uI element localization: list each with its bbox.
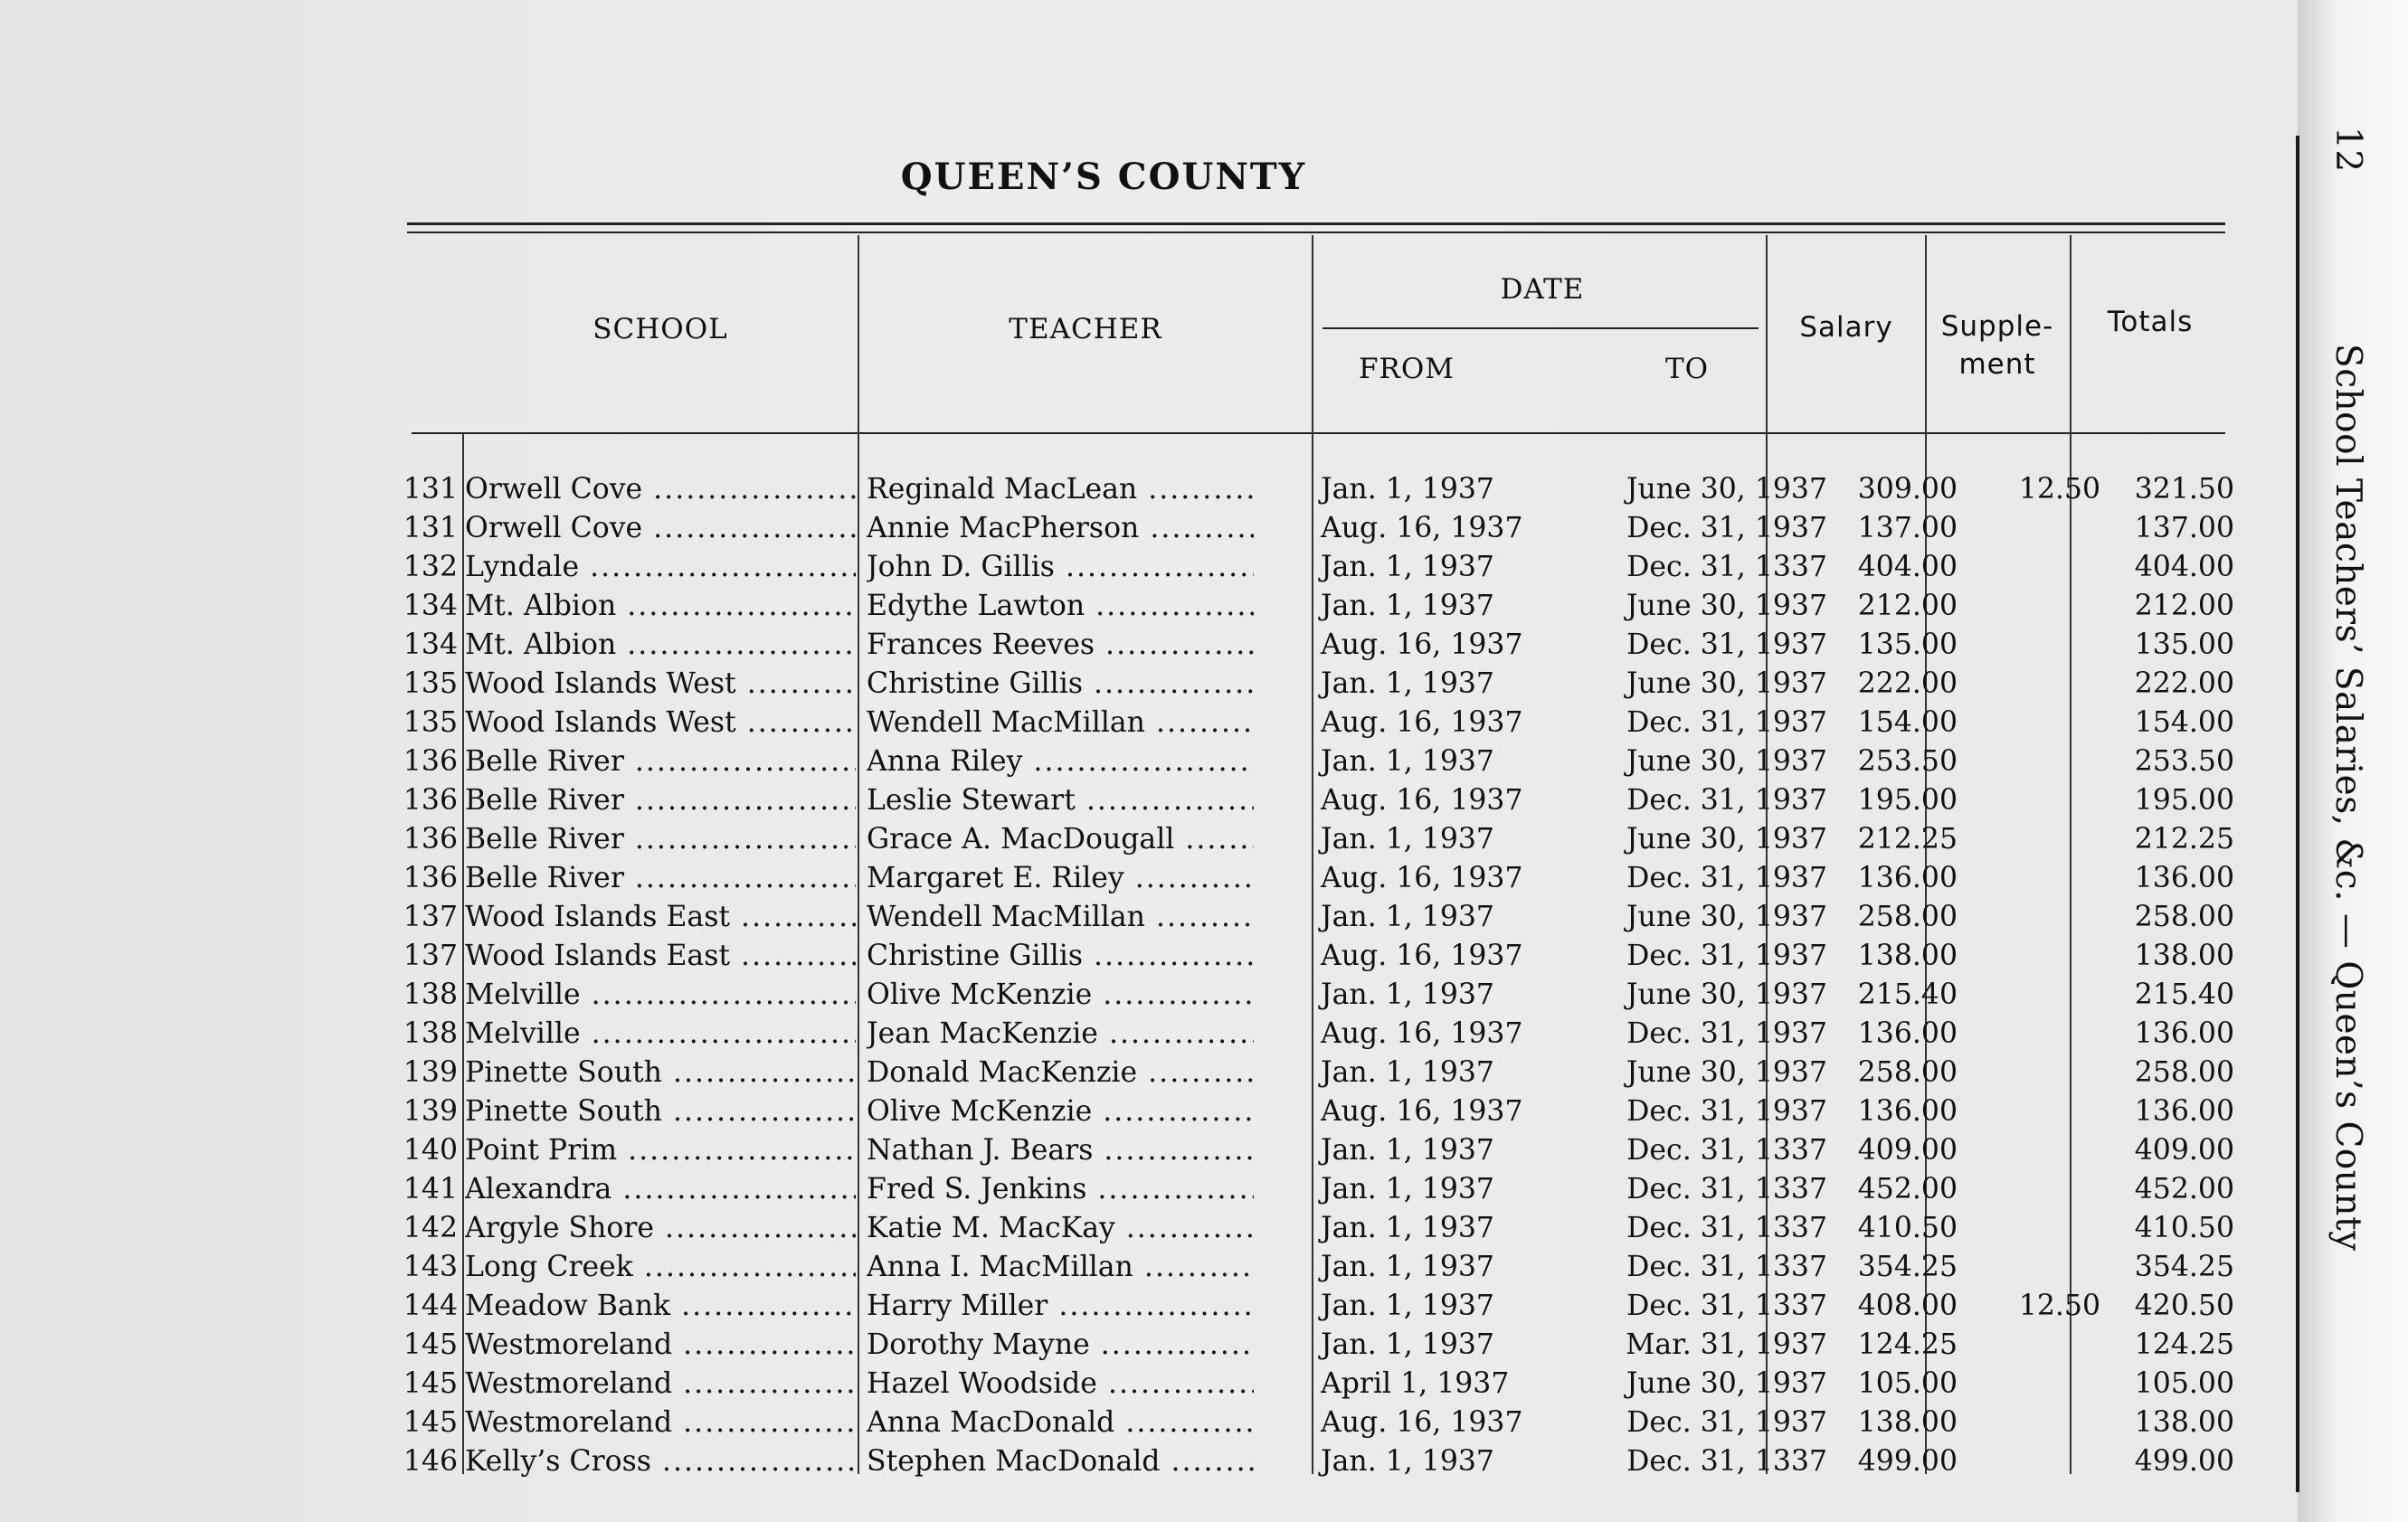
total-value: 136.00 bbox=[2134, 862, 2234, 894]
teacher-name: Fred S. Jenkins ..... bbox=[867, 1170, 1254, 1209]
total-value: 138.00 bbox=[2134, 940, 2234, 972]
salary-value: 258.00 bbox=[1857, 901, 1958, 933]
teacher-name: Grace A. MacDougall ..... bbox=[867, 820, 1254, 859]
date-from: Aug. 16, 1937 bbox=[1321, 1095, 1523, 1128]
total-value: 124.25 bbox=[2134, 1328, 2234, 1361]
row-number: 146 bbox=[403, 1445, 458, 1478]
date-to: Dec. 31, 1937 bbox=[1626, 706, 1827, 739]
date-from: Aug. 16, 1937 bbox=[1321, 784, 1523, 817]
date-from: Aug. 16, 1937 bbox=[1321, 940, 1523, 972]
salary-value: 253.50 bbox=[1857, 745, 1958, 778]
row-number: 144 bbox=[403, 1290, 458, 1322]
header-top-rule-2 bbox=[407, 232, 2225, 233]
date-to: Dec. 31, 1937 bbox=[1626, 1017, 1827, 1050]
teacher-name: Hazel Woodside ..... bbox=[867, 1365, 1254, 1404]
date-from: Aug. 16, 1937 bbox=[1321, 1017, 1523, 1050]
page-title: QUEEN’S COUNTY bbox=[900, 156, 1307, 198]
row-number: 145 bbox=[403, 1406, 458, 1439]
total-value: 222.00 bbox=[2134, 667, 2234, 700]
salary-value: 124.25 bbox=[1857, 1328, 1958, 1361]
row-number: 135 bbox=[403, 667, 458, 700]
school-name: Pinette South ..... bbox=[465, 1092, 856, 1131]
row-number: 139 bbox=[403, 1095, 458, 1128]
salary-value: 136.00 bbox=[1857, 1095, 1958, 1128]
teacher-name: Reginald MacLean ..... bbox=[867, 470, 1254, 509]
school-name: Meadow Bank ..... bbox=[465, 1287, 856, 1326]
school-name: Mt. Albion ..... bbox=[465, 587, 856, 626]
salary-value: 404.00 bbox=[1857, 551, 1958, 583]
date-from: Aug. 16, 1937 bbox=[1321, 862, 1523, 894]
total-value: 410.50 bbox=[2134, 1212, 2234, 1244]
total-value: 499.00 bbox=[2134, 1445, 2234, 1478]
teacher-name: Katie M. MacKay ..... bbox=[867, 1209, 1254, 1248]
date-to: Dec. 31, 1337 bbox=[1626, 1212, 1827, 1244]
table-row bbox=[398, 1015, 2243, 1054]
date-from: Jan. 1, 1937 bbox=[1321, 978, 1494, 1011]
date-to: Dec. 31, 1937 bbox=[1626, 1406, 1827, 1439]
row-number: 145 bbox=[403, 1328, 458, 1361]
date-to: Dec. 31, 1937 bbox=[1626, 862, 1827, 894]
date-from: Jan. 1, 1937 bbox=[1321, 590, 1494, 622]
teacher-name: Olive McKenzie ..... bbox=[867, 1092, 1254, 1131]
date-to: June 30, 1937 bbox=[1626, 1367, 1827, 1400]
date-from: Jan. 1, 1937 bbox=[1321, 1445, 1494, 1478]
school-name: Belle River ..... bbox=[465, 742, 856, 781]
date-to: June 30, 1937 bbox=[1626, 978, 1827, 1011]
salary-value: 309.00 bbox=[1857, 473, 1958, 506]
salary-value: 135.00 bbox=[1857, 629, 1958, 661]
salary-value: 212.00 bbox=[1857, 590, 1958, 622]
running-head bbox=[2261, 127, 2379, 1357]
date-from: Jan. 1, 1937 bbox=[1321, 1173, 1494, 1205]
teacher-name: Harry Miller ..... bbox=[867, 1287, 1254, 1326]
total-value: 354.25 bbox=[2134, 1251, 2234, 1283]
date-from: Jan. 1, 1937 bbox=[1321, 1212, 1494, 1244]
total-value: 258.00 bbox=[2134, 1056, 2234, 1089]
total-value: 452.00 bbox=[2134, 1173, 2234, 1205]
teacher-name: Margaret E. Riley ..... bbox=[867, 859, 1254, 898]
supplement-value: 12.50 bbox=[2018, 473, 2100, 506]
school-name: Westmoreland ..... bbox=[465, 1404, 856, 1442]
school-name: Pinette South ..... bbox=[465, 1054, 856, 1092]
date-to: Dec. 31, 1937 bbox=[1626, 512, 1827, 544]
school-name: Belle River ..... bbox=[465, 820, 856, 859]
salary-value: 138.00 bbox=[1857, 940, 1958, 972]
date-divider-rule bbox=[1323, 327, 1759, 329]
row-number: 142 bbox=[403, 1212, 458, 1244]
salary-value: 409.00 bbox=[1857, 1134, 1958, 1167]
row-number: 137 bbox=[403, 940, 458, 972]
header-supplement-line2: ment bbox=[1958, 348, 2036, 381]
row-number: 134 bbox=[403, 590, 458, 622]
school-name: Long Creek ..... bbox=[465, 1248, 856, 1287]
total-value: 154.00 bbox=[2134, 706, 2234, 739]
teacher-name: Anna Riley ..... bbox=[867, 742, 1254, 781]
header-from: FROM bbox=[1358, 353, 1455, 385]
header-school: SCHOOL bbox=[593, 313, 728, 345]
row-number: 138 bbox=[403, 1017, 458, 1050]
date-to: June 30, 1937 bbox=[1626, 745, 1827, 778]
date-to: June 30, 1937 bbox=[1626, 473, 1827, 506]
table-row bbox=[398, 470, 2243, 509]
table-row bbox=[398, 1442, 2243, 1481]
row-number: 131 bbox=[403, 512, 458, 544]
header-supplement bbox=[1927, 307, 2068, 383]
date-to: Dec. 31, 1937 bbox=[1626, 940, 1827, 972]
header-salary: Salary bbox=[1799, 311, 1893, 344]
salary-value: 354.25 bbox=[1857, 1251, 1958, 1283]
header-teacher: TEACHER bbox=[1009, 313, 1162, 345]
teacher-name: Annie MacPherson ..... bbox=[867, 509, 1254, 548]
row-number: 138 bbox=[403, 978, 458, 1011]
total-value: 420.50 bbox=[2134, 1290, 2234, 1322]
date-from: Jan. 1, 1937 bbox=[1321, 1134, 1494, 1167]
salary-value: 154.00 bbox=[1857, 706, 1958, 739]
header-date: DATE bbox=[1500, 273, 1585, 306]
salary-value: 499.00 bbox=[1857, 1445, 1958, 1478]
header-to: TO bbox=[1664, 353, 1710, 385]
page-number: 12 bbox=[2327, 127, 2368, 173]
supplement-value: 12.50 bbox=[2018, 1290, 2100, 1322]
row-number: 143 bbox=[403, 1251, 458, 1283]
date-to: Dec. 31, 1937 bbox=[1626, 1095, 1827, 1128]
date-from: Aug. 16, 1937 bbox=[1321, 1406, 1523, 1439]
total-value: 404.00 bbox=[2134, 551, 2234, 583]
date-to: June 30, 1937 bbox=[1626, 1056, 1827, 1089]
table-row bbox=[398, 1092, 2243, 1131]
date-from: Jan. 1, 1937 bbox=[1321, 1251, 1494, 1283]
school-name: Belle River ..... bbox=[465, 781, 856, 820]
total-value: 195.00 bbox=[2134, 784, 2234, 817]
date-to: Dec. 31, 1337 bbox=[1626, 1445, 1827, 1478]
total-value: 136.00 bbox=[2134, 1017, 2234, 1050]
salary-value: 105.00 bbox=[1857, 1367, 1958, 1400]
row-number: 136 bbox=[403, 862, 458, 894]
date-from: Jan. 1, 1937 bbox=[1321, 745, 1494, 778]
row-number: 136 bbox=[403, 784, 458, 817]
teacher-name: Edythe Lawton ..... bbox=[867, 587, 1254, 626]
date-to: Dec. 31, 1937 bbox=[1626, 784, 1827, 817]
row-number: 140 bbox=[403, 1134, 458, 1167]
table-row bbox=[398, 781, 2243, 820]
date-from: Aug. 16, 1937 bbox=[1321, 706, 1523, 739]
teacher-name: Anna I. MacMillan ..... bbox=[867, 1248, 1254, 1287]
row-number: 134 bbox=[403, 629, 458, 661]
teacher-name: Wendell MacMillan ..... bbox=[867, 898, 1254, 937]
date-from: Jan. 1, 1937 bbox=[1321, 901, 1494, 933]
total-value: 136.00 bbox=[2134, 1095, 2234, 1128]
date-to: Dec. 31, 1337 bbox=[1626, 1251, 1827, 1283]
salary-value: 258.00 bbox=[1857, 1056, 1958, 1089]
header-top-rule bbox=[407, 222, 2225, 225]
school-name: Kelly’s Cross ..... bbox=[465, 1442, 856, 1481]
table-row bbox=[398, 742, 2243, 781]
school-name: Alexandra ..... bbox=[465, 1170, 856, 1209]
salary-value: 410.50 bbox=[1857, 1212, 1958, 1244]
teacher-name: Frances Reeves ..... bbox=[867, 626, 1254, 665]
teacher-name: Anna MacDonald ..... bbox=[867, 1404, 1254, 1442]
row-number: 132 bbox=[403, 551, 458, 583]
table-row bbox=[398, 1209, 2243, 1248]
school-name: Point Prim ..... bbox=[465, 1131, 856, 1170]
salary-table-body bbox=[398, 470, 2243, 1481]
table-row bbox=[398, 1365, 2243, 1404]
school-name: Wood Islands West ..... bbox=[465, 665, 856, 704]
table-row bbox=[398, 937, 2243, 976]
row-number: 136 bbox=[403, 745, 458, 778]
date-from: Jan. 1, 1937 bbox=[1321, 473, 1494, 506]
table-row bbox=[398, 1054, 2243, 1092]
teacher-name: Donald MacKenzie ..... bbox=[867, 1054, 1254, 1092]
teacher-name: Leslie Stewart ..... bbox=[867, 781, 1254, 820]
salary-value: 136.00 bbox=[1857, 862, 1958, 894]
school-name: Argyle Shore ..... bbox=[465, 1209, 856, 1248]
total-value: 258.00 bbox=[2134, 901, 2234, 933]
school-name: Wood Islands West ..... bbox=[465, 704, 856, 742]
school-name: Wood Islands East ..... bbox=[465, 898, 856, 937]
school-name: Belle River ..... bbox=[465, 859, 856, 898]
date-to: Dec. 31, 1937 bbox=[1626, 629, 1827, 661]
date-from: Jan. 1, 1937 bbox=[1321, 1328, 1494, 1361]
date-from: Jan. 1, 1937 bbox=[1321, 1290, 1494, 1322]
header-supplement-line1: Supple- bbox=[1940, 310, 2054, 343]
teacher-name: Christine Gillis ..... bbox=[867, 937, 1254, 976]
total-value: 321.50 bbox=[2134, 473, 2234, 506]
table-row bbox=[398, 1131, 2243, 1170]
row-number: 139 bbox=[403, 1056, 458, 1089]
teacher-name: Nathan J. Bears ..... bbox=[867, 1131, 1254, 1170]
school-name: Westmoreland ..... bbox=[465, 1365, 856, 1404]
table-row bbox=[398, 1248, 2243, 1287]
salary-value: 136.00 bbox=[1857, 1017, 1958, 1050]
date-from: Jan. 1, 1937 bbox=[1321, 1056, 1494, 1089]
salary-value: 195.00 bbox=[1857, 784, 1958, 817]
total-value: 135.00 bbox=[2134, 629, 2234, 661]
table-row bbox=[398, 1287, 2243, 1326]
teacher-name: Dorothy Mayne ..... bbox=[867, 1326, 1254, 1365]
table-row bbox=[398, 820, 2243, 859]
total-value: 137.00 bbox=[2134, 512, 2234, 544]
school-name: Orwell Cove ..... bbox=[465, 470, 856, 509]
salary-value: 137.00 bbox=[1857, 512, 1958, 544]
date-from: April 1, 1937 bbox=[1321, 1367, 1510, 1400]
date-to: June 30, 1937 bbox=[1626, 590, 1827, 622]
date-to: June 30, 1937 bbox=[1626, 823, 1827, 856]
row-number: 145 bbox=[403, 1367, 458, 1400]
school-name: Lyndale ..... bbox=[465, 548, 856, 587]
total-value: 215.40 bbox=[2134, 978, 2234, 1011]
salary-value: 138.00 bbox=[1857, 1406, 1958, 1439]
total-value: 138.00 bbox=[2134, 1406, 2234, 1439]
row-number: 136 bbox=[403, 823, 458, 856]
date-to: Dec. 31, 1337 bbox=[1626, 551, 1827, 583]
table-row bbox=[398, 665, 2243, 704]
date-to: Dec. 31, 1337 bbox=[1626, 1290, 1827, 1322]
total-value: 409.00 bbox=[2134, 1134, 2234, 1167]
header-totals: Totals bbox=[2107, 306, 2194, 338]
row-number: 135 bbox=[403, 706, 458, 739]
teacher-name: Christine Gillis ..... bbox=[867, 665, 1254, 704]
header-bottom-rule bbox=[412, 432, 2225, 434]
salary-value: 215.40 bbox=[1857, 978, 1958, 1011]
table-row bbox=[398, 548, 2243, 587]
teacher-name: John D. Gillis ..... bbox=[867, 548, 1254, 587]
date-from: Jan. 1, 1937 bbox=[1321, 667, 1494, 700]
teacher-name: Jean MacKenzie ..... bbox=[867, 1015, 1254, 1054]
table-row bbox=[398, 587, 2243, 626]
table-row bbox=[398, 1170, 2243, 1209]
table-row bbox=[398, 976, 2243, 1015]
total-value: 212.00 bbox=[2134, 590, 2234, 622]
teacher-name: Stephen MacDonald ..... bbox=[867, 1442, 1254, 1481]
table-row bbox=[398, 859, 2243, 898]
table-row bbox=[398, 1326, 2243, 1365]
teacher-name: Olive McKenzie ..... bbox=[867, 976, 1254, 1015]
school-name: Orwell Cove ..... bbox=[465, 509, 856, 548]
table-row bbox=[398, 704, 2243, 742]
running-title: School Teachers’ Salaries, &c. — Queen’s County bbox=[2327, 344, 2368, 1252]
date-from: Jan. 1, 1937 bbox=[1321, 551, 1494, 583]
school-name: Wood Islands East ..... bbox=[465, 937, 856, 976]
date-to: June 30, 1937 bbox=[1626, 901, 1827, 933]
salary-value: 408.00 bbox=[1857, 1290, 1958, 1322]
school-name: Mt. Albion ..... bbox=[465, 626, 856, 665]
row-number: 131 bbox=[403, 473, 458, 506]
salary-value: 452.00 bbox=[1857, 1173, 1958, 1205]
salary-value: 222.00 bbox=[1857, 667, 1958, 700]
table-row bbox=[398, 509, 2243, 548]
teacher-name: Wendell MacMillan ..... bbox=[867, 704, 1254, 742]
date-from: Aug. 16, 1937 bbox=[1321, 629, 1523, 661]
school-name: Westmoreland ..... bbox=[465, 1326, 856, 1365]
row-number: 141 bbox=[403, 1173, 458, 1205]
table-row bbox=[398, 898, 2243, 937]
total-value: 105.00 bbox=[2134, 1367, 2234, 1400]
row-number: 137 bbox=[403, 901, 458, 933]
total-value: 212.25 bbox=[2134, 823, 2234, 856]
date-to: Mar. 31, 1937 bbox=[1626, 1328, 1827, 1361]
date-from: Aug. 16, 1937 bbox=[1321, 512, 1523, 544]
school-name: Melville ..... bbox=[465, 1015, 856, 1054]
table-row bbox=[398, 626, 2243, 665]
date-to: June 30, 1937 bbox=[1626, 667, 1827, 700]
date-to: Dec. 31, 1337 bbox=[1626, 1173, 1827, 1205]
table-row bbox=[398, 1404, 2243, 1442]
date-from: Jan. 1, 1937 bbox=[1321, 823, 1494, 856]
school-name: Melville ..... bbox=[465, 976, 856, 1015]
total-value: 253.50 bbox=[2134, 745, 2234, 778]
date-to: Dec. 31, 1337 bbox=[1626, 1134, 1827, 1167]
salary-value: 212.25 bbox=[1857, 823, 1958, 856]
